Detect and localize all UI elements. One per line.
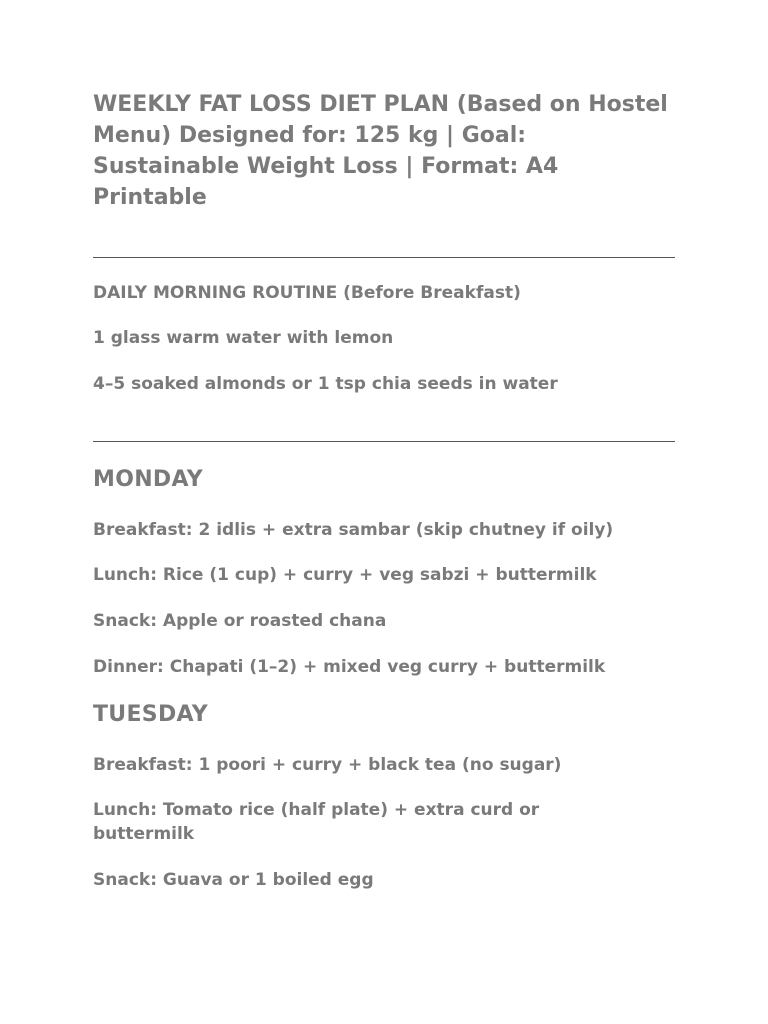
divider xyxy=(93,441,675,442)
meal-item: Dinner: Chapati (1–2) + mixed veg curry + buttermilk xyxy=(93,657,606,677)
meal-item: Lunch: Rice (1 cup) + curry + veg sabzi + buttermilk xyxy=(93,565,597,585)
meal-item: Snack: Guava or 1 boiled egg xyxy=(93,870,374,890)
day-heading-monday: MONDAY xyxy=(93,467,203,492)
divider xyxy=(93,257,675,258)
meal-item: Snack: Apple or roasted chana xyxy=(93,611,387,631)
morning-routine-item: 1 glass warm water with lemon xyxy=(93,328,394,348)
meal-item: Breakfast: 1 poori + curry + black tea (no sugar) xyxy=(93,755,562,775)
meal-item: Lunch: Tomato rice (half plate) + extra curd or buttermilk xyxy=(93,800,540,844)
meal-item: Breakfast: 2 idlis + extra sambar (skip chutney if oily) xyxy=(93,520,614,540)
document-title: WEEKLY FAT LOSS DIET PLAN (Based on Hostel Menu) Designed for: 125 kg | Goal: Sustainable Weight Loss | Format: A4 Printable xyxy=(93,92,668,210)
day-heading-tuesday: TUESDAY xyxy=(93,702,208,727)
morning-routine-heading: DAILY MORNING ROUTINE (Before Breakfast) xyxy=(93,283,521,303)
morning-routine-item: 4–5 soaked almonds or 1 tsp chia seeds in water xyxy=(93,374,558,394)
